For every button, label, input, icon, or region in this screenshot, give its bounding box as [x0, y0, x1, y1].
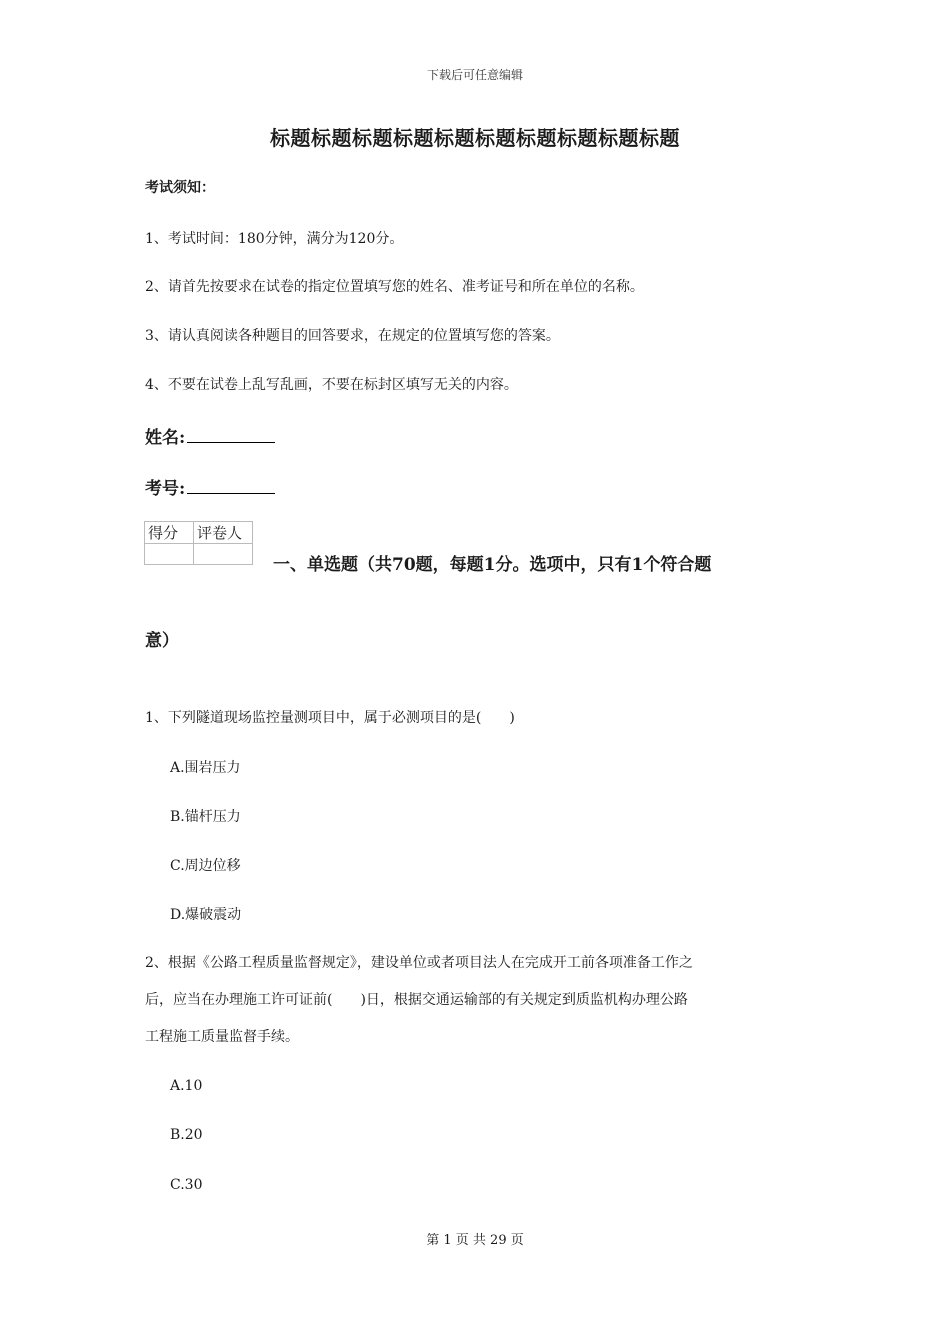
notice-item: 4、不要在试卷上乱写乱画，不要在标封区填写无关的内容。 — [145, 377, 518, 393]
notice-heading: 考试须知： — [145, 180, 215, 196]
question-1-option-d: D.爆破震动 — [170, 907, 242, 923]
document-title: 标题标题标题标题标题标题标题标题标题标题 — [270, 126, 680, 150]
notice-item: 3、请认真阅读各种题目的回答要求，在规定的位置填写您的答案。 — [145, 328, 560, 344]
name-blank-line[interactable] — [187, 426, 275, 443]
question-2-text-line-3: 工程施工质量监督手续。 — [145, 1029, 299, 1045]
grader-header: 评卷人 — [194, 522, 253, 544]
section-title-continued: 意） — [145, 631, 179, 651]
question-2-text-line-2: 后，应当在办理施工许可证前( )日，根据交通运输部的有关规定到质监机构办理公路 — [145, 992, 688, 1008]
score-header: 得分 — [145, 522, 194, 544]
id-label: 考号: — [145, 479, 186, 499]
notice-item: 1、考试时间：180分钟，满分为120分。 — [145, 231, 404, 247]
score-table — [144, 521, 253, 565]
question-2-option-a: A.10 — [170, 1078, 203, 1094]
notice-item: 2、请首先按要求在试卷的指定位置填写您的姓名、准考证号和所在单位的名称。 — [145, 279, 644, 295]
grader-cell[interactable] — [194, 544, 253, 565]
question-2-text-line-1: 2、根据《公路工程质量监督规定》，建设单位或者项目法人在完成开工前各项准备工作之 — [145, 955, 693, 971]
question-2-option-b: B.20 — [170, 1127, 203, 1143]
question-1-option-a: A.围岩压力 — [170, 760, 241, 776]
page-footer: 第 1 页 共 29 页 — [426, 1233, 524, 1248]
id-field — [145, 474, 275, 499]
section-title: 一、单选题（共70题，每题1分。选项中，只有1个符合题 — [273, 555, 712, 575]
header-note: 下载后可任意编辑 — [426, 68, 523, 82]
name-label: 姓名: — [145, 428, 186, 448]
question-1-option-b: B.锚杆压力 — [170, 809, 241, 825]
id-blank-line[interactable] — [187, 477, 275, 494]
question-2-option-c: C.30 — [170, 1177, 203, 1193]
name-field — [145, 423, 275, 448]
question-1-option-c: C.周边位移 — [170, 858, 241, 874]
score-cell[interactable] — [145, 544, 194, 565]
question-1-text: 1、下列隧道现场监控量测项目中，属于必测项目的是( ) — [145, 710, 515, 726]
